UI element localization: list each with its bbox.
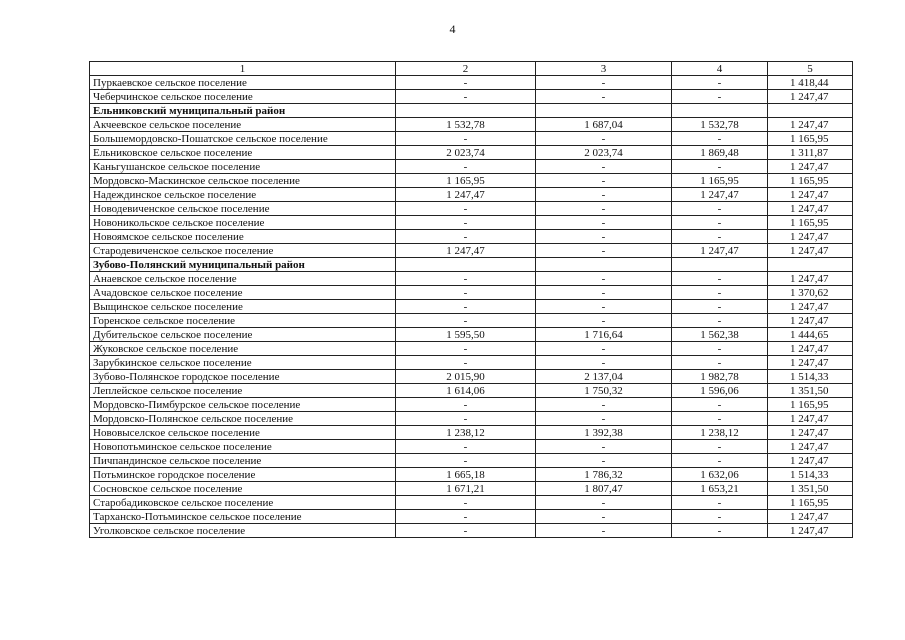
table-body <box>90 62 853 538</box>
value-cell-col3: 1 807,47 <box>536 482 672 496</box>
settlement-name-cell: Горенское сельское поселение <box>90 314 396 328</box>
value-cell-col5: 1 165,95 <box>768 132 853 146</box>
value-cell-col3: - <box>536 160 672 174</box>
settlement-name-cell: Зарубкинское сельское поселение <box>90 356 396 370</box>
value-cell-col2: 1 614,06 <box>396 384 536 398</box>
value-cell-col4: - <box>672 300 768 314</box>
table-row <box>90 146 853 160</box>
table-row <box>90 314 853 328</box>
value-cell-col3: - <box>536 300 672 314</box>
value-cell-col4: 1 596,06 <box>672 384 768 398</box>
settlement-name-cell: Ачадовское сельское поселение <box>90 286 396 300</box>
column-header-4: 4 <box>672 62 768 76</box>
value-cell-col4: 1 869,48 <box>672 146 768 160</box>
value-cell-col3: - <box>536 174 672 188</box>
value-cell-col3: - <box>536 230 672 244</box>
value-cell-col5 <box>768 258 853 272</box>
value-cell-col2: - <box>396 286 536 300</box>
value-cell-col3: - <box>536 76 672 90</box>
value-cell-col3: - <box>536 398 672 412</box>
value-cell-col2: 1 247,47 <box>396 244 536 258</box>
value-cell-col3: - <box>536 202 672 216</box>
table-row <box>90 300 853 314</box>
value-cell-col5: 1 165,95 <box>768 496 853 510</box>
district-header-row <box>90 104 853 118</box>
value-cell-col5: 1 247,47 <box>768 244 853 258</box>
table-row <box>90 132 853 146</box>
table-row <box>90 244 853 258</box>
settlement-name-cell: Надеждинское сельское поселение <box>90 188 396 202</box>
value-cell-col3: - <box>536 510 672 524</box>
value-cell-col5: 1 247,47 <box>768 160 853 174</box>
table-row <box>90 188 853 202</box>
value-cell-col4: - <box>672 314 768 328</box>
value-cell-col4: 1 247,47 <box>672 244 768 258</box>
value-cell-col3: 1 392,38 <box>536 426 672 440</box>
value-cell-col2: - <box>396 160 536 174</box>
tariff-table <box>89 61 853 538</box>
value-cell-col5: 1 514,33 <box>768 370 853 384</box>
table-row <box>90 398 853 412</box>
table-row <box>90 216 853 230</box>
value-cell-col5: 1 247,47 <box>768 426 853 440</box>
value-cell-col4: - <box>672 454 768 468</box>
value-cell-col4: - <box>672 90 768 104</box>
table-row <box>90 412 853 426</box>
value-cell-col5: 1 247,47 <box>768 230 853 244</box>
settlement-name-cell: Анаевское сельское поселение <box>90 272 396 286</box>
value-cell-col3: 2 137,04 <box>536 370 672 384</box>
value-cell-col3: - <box>536 342 672 356</box>
settlement-name-cell: Чеберчинское сельское поселение <box>90 90 396 104</box>
column-header-1: 1 <box>90 62 396 76</box>
table-row <box>90 90 853 104</box>
value-cell-col4: - <box>672 216 768 230</box>
value-cell-col4 <box>672 104 768 118</box>
value-cell-col3: - <box>536 356 672 370</box>
value-cell-col2: - <box>396 356 536 370</box>
district-name-cell: Зубово-Полянский муниципальный район <box>90 258 396 272</box>
settlement-name-cell: Мордовско-Маскинское сельское поселение <box>90 174 396 188</box>
value-cell-col5: 1 165,95 <box>768 398 853 412</box>
header-row <box>90 62 853 76</box>
value-cell-col2: - <box>396 440 536 454</box>
value-cell-col2: 1 665,18 <box>396 468 536 482</box>
value-cell-col4: - <box>672 272 768 286</box>
table-row <box>90 482 853 496</box>
value-cell-col2: - <box>396 412 536 426</box>
settlement-name-cell: Большемордовско-Пошатское сельское поселение <box>90 132 396 146</box>
value-cell-col2: - <box>396 202 536 216</box>
table-row <box>90 524 853 538</box>
value-cell-col4: 1 165,95 <box>672 174 768 188</box>
value-cell-col5: 1 247,47 <box>768 300 853 314</box>
table-row <box>90 454 853 468</box>
value-cell-col5: 1 311,87 <box>768 146 853 160</box>
settlement-name-cell: Тарханско-Потьминское сельское поселение <box>90 510 396 524</box>
district-header-row <box>90 258 853 272</box>
value-cell-col3: - <box>536 412 672 426</box>
table-row <box>90 202 853 216</box>
value-cell-col2: - <box>396 90 536 104</box>
value-cell-col5: 1 247,47 <box>768 440 853 454</box>
table-row <box>90 118 853 132</box>
table-row <box>90 160 853 174</box>
value-cell-col3: - <box>536 244 672 258</box>
table-row <box>90 342 853 356</box>
value-cell-col5: 1 351,50 <box>768 384 853 398</box>
settlement-name-cell: Пуркаевское сельское поселение <box>90 76 396 90</box>
value-cell-col2: - <box>396 76 536 90</box>
value-cell-col5: 1 247,47 <box>768 524 853 538</box>
value-cell-col4: 1 632,06 <box>672 468 768 482</box>
value-cell-col4: - <box>672 342 768 356</box>
value-cell-col5: 1 247,47 <box>768 188 853 202</box>
settlement-name-cell: Зубово-Полянское городское поселение <box>90 370 396 384</box>
settlement-name-cell: Стародевиченское сельское поселение <box>90 244 396 258</box>
table-row <box>90 174 853 188</box>
value-cell-col4: - <box>672 510 768 524</box>
table-row <box>90 356 853 370</box>
value-cell-col3: 1 786,32 <box>536 468 672 482</box>
value-cell-col5: 1 418,44 <box>768 76 853 90</box>
value-cell-col4: 1 247,47 <box>672 188 768 202</box>
table-row <box>90 468 853 482</box>
settlement-name-cell: Новоникольское сельское поселение <box>90 216 396 230</box>
value-cell-col2: - <box>396 230 536 244</box>
value-cell-col4: - <box>672 440 768 454</box>
value-cell-col2: 1 595,50 <box>396 328 536 342</box>
column-header-3: 3 <box>536 62 672 76</box>
settlement-name-cell: Жуковское сельское поселение <box>90 342 396 356</box>
settlement-name-cell: Ельниковское сельское поселение <box>90 146 396 160</box>
value-cell-col2: - <box>396 132 536 146</box>
value-cell-col2: - <box>396 272 536 286</box>
value-cell-col2: 1 238,12 <box>396 426 536 440</box>
value-cell-col4: 1 653,21 <box>672 482 768 496</box>
settlement-name-cell: Уголковское сельское поселение <box>90 524 396 538</box>
value-cell-col2: 2 023,74 <box>396 146 536 160</box>
value-cell-col2: - <box>396 216 536 230</box>
value-cell-col2: 2 015,90 <box>396 370 536 384</box>
settlement-name-cell: Старобадиковское сельское поселение <box>90 496 396 510</box>
value-cell-col2: - <box>396 454 536 468</box>
settlement-name-cell: Выщинское сельское поселение <box>90 300 396 314</box>
value-cell-col4: - <box>672 160 768 174</box>
value-cell-col3: 1 750,32 <box>536 384 672 398</box>
value-cell-col5: 1 514,33 <box>768 468 853 482</box>
settlement-name-cell: Пичпандинское сельское поселение <box>90 454 396 468</box>
table-row <box>90 272 853 286</box>
value-cell-col5: 1 247,47 <box>768 90 853 104</box>
value-cell-col2: - <box>396 524 536 538</box>
value-cell-col3: - <box>536 272 672 286</box>
settlement-name-cell: Потьминское городское поселение <box>90 468 396 482</box>
table-row <box>90 230 853 244</box>
settlement-name-cell: Мордовско-Пимбурское сельское поселение <box>90 398 396 412</box>
table-row <box>90 496 853 510</box>
value-cell-col4: - <box>672 202 768 216</box>
value-cell-col2 <box>396 258 536 272</box>
value-cell-col3: - <box>536 454 672 468</box>
settlement-name-cell: Новоямское сельское поселение <box>90 230 396 244</box>
value-cell-col5: 1 247,47 <box>768 314 853 328</box>
table-row <box>90 286 853 300</box>
value-cell-col5: 1 247,47 <box>768 118 853 132</box>
table-row <box>90 510 853 524</box>
value-cell-col2: - <box>396 342 536 356</box>
page-number: 4 <box>449 22 456 36</box>
value-cell-col5: 1 247,47 <box>768 342 853 356</box>
table-row <box>90 426 853 440</box>
value-cell-col3 <box>536 258 672 272</box>
column-header-2: 2 <box>396 62 536 76</box>
value-cell-col3: - <box>536 286 672 300</box>
value-cell-col3: - <box>536 524 672 538</box>
value-cell-col2: 1 671,21 <box>396 482 536 496</box>
value-cell-col4: - <box>672 398 768 412</box>
value-cell-col3: 2 023,74 <box>536 146 672 160</box>
value-cell-col4: 1 982,78 <box>672 370 768 384</box>
value-cell-col4: - <box>672 356 768 370</box>
column-header-5: 5 <box>768 62 853 76</box>
settlement-name-cell: Новопотьминское сельское поселение <box>90 440 396 454</box>
settlement-name-cell: Акчеевское сельское поселение <box>90 118 396 132</box>
value-cell-col4: - <box>672 230 768 244</box>
value-cell-col5: 1 247,47 <box>768 272 853 286</box>
settlement-name-cell: Нововыселское сельское поселение <box>90 426 396 440</box>
settlement-name-cell: Сосновское сельское поселение <box>90 482 396 496</box>
value-cell-col4: 1 562,38 <box>672 328 768 342</box>
value-cell-col5: 1 247,47 <box>768 510 853 524</box>
value-cell-col4: - <box>672 524 768 538</box>
value-cell-col5: 1 247,47 <box>768 202 853 216</box>
value-cell-col4: 1 238,12 <box>672 426 768 440</box>
value-cell-col4: 1 532,78 <box>672 118 768 132</box>
value-cell-col2: - <box>396 398 536 412</box>
value-cell-col5: 1 247,47 <box>768 454 853 468</box>
value-cell-col2: - <box>396 300 536 314</box>
value-cell-col3 <box>536 104 672 118</box>
value-cell-col2: 1 165,95 <box>396 174 536 188</box>
value-cell-col5: 1 351,50 <box>768 482 853 496</box>
value-cell-col2: 1 532,78 <box>396 118 536 132</box>
value-cell-col5: 1 370,62 <box>768 286 853 300</box>
table-row <box>90 370 853 384</box>
value-cell-col5: 1 165,95 <box>768 174 853 188</box>
value-cell-col3: - <box>536 314 672 328</box>
settlement-name-cell: Леплейское сельское поселение <box>90 384 396 398</box>
district-name-cell: Ельниковский муниципальный район <box>90 104 396 118</box>
value-cell-col4: - <box>672 412 768 426</box>
value-cell-col3: - <box>536 132 672 146</box>
value-cell-col3: 1 687,04 <box>536 118 672 132</box>
value-cell-col4 <box>672 258 768 272</box>
value-cell-col3: - <box>536 188 672 202</box>
table-row <box>90 440 853 454</box>
table-row <box>90 76 853 90</box>
table-row <box>90 328 853 342</box>
value-cell-col4: - <box>672 286 768 300</box>
value-cell-col2: - <box>396 496 536 510</box>
value-cell-col3: - <box>536 496 672 510</box>
settlement-name-cell: Новодевиченское сельское поселение <box>90 202 396 216</box>
value-cell-col3: - <box>536 216 672 230</box>
value-cell-col3: - <box>536 440 672 454</box>
settlement-name-cell: Мордовско-Полянское сельское поселение <box>90 412 396 426</box>
value-cell-col3: - <box>536 90 672 104</box>
value-cell-col4: - <box>672 76 768 90</box>
value-cell-col2 <box>396 104 536 118</box>
value-cell-col2: - <box>396 314 536 328</box>
settlement-name-cell: Каньгушанское сельское поселение <box>90 160 396 174</box>
value-cell-col4: - <box>672 132 768 146</box>
value-cell-col5 <box>768 104 853 118</box>
value-cell-col5: 1 247,47 <box>768 412 853 426</box>
value-cell-col5: 1 165,95 <box>768 216 853 230</box>
value-cell-col2: - <box>396 510 536 524</box>
value-cell-col2: 1 247,47 <box>396 188 536 202</box>
value-cell-col4: - <box>672 496 768 510</box>
value-cell-col5: 1 247,47 <box>768 356 853 370</box>
table-row <box>90 384 853 398</box>
settlement-name-cell: Дубительское сельское поселение <box>90 328 396 342</box>
value-cell-col3: 1 716,64 <box>536 328 672 342</box>
value-cell-col5: 1 444,65 <box>768 328 853 342</box>
